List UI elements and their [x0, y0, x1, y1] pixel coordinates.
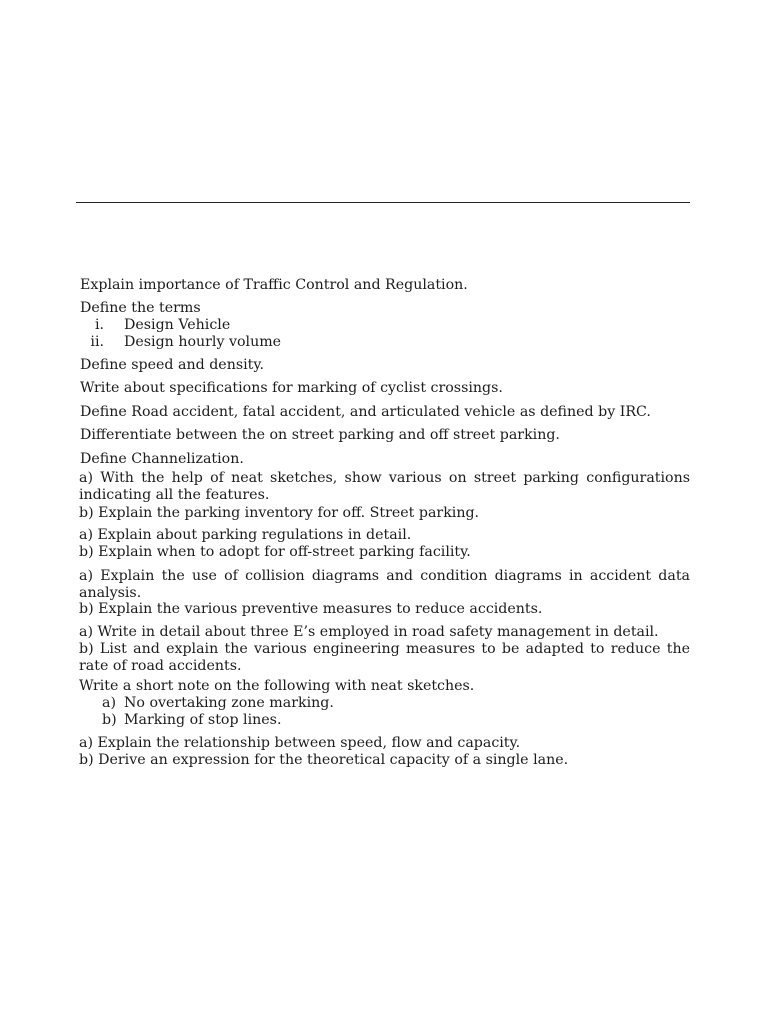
list-item: Marking of stop lines. — [124, 712, 282, 728]
list-marker: a) — [102, 695, 116, 711]
question-10-part-b: b) Explain the various preventive measures to reduce accidents. — [79, 601, 543, 617]
list-marker: i. — [94, 317, 104, 333]
question-11-part-a: a) Write in detail about three E’s employed in road safety management in detail. — [79, 624, 659, 640]
question-3: Define speed and density. — [80, 357, 264, 373]
question-9-part-a: a) Explain about parking regulations in detail. — [79, 527, 412, 543]
list-item: No overtaking zone marking. — [124, 695, 334, 711]
question-7: Define Channelization. — [80, 451, 244, 467]
list-marker: b) — [102, 712, 117, 728]
question-9-part-b: b) Explain when to adopt for off-street parking facility. — [79, 544, 471, 560]
question-8-part-a: a) With the help of neat sketches, show various on street parking configurations — [79, 470, 690, 486]
header-divider — [76, 202, 690, 203]
question-4: Write about specifications for marking of cyclist crossings. — [80, 380, 503, 396]
question-8-part-a-cont: indicating all the features. — [79, 487, 270, 503]
question-13-part-b: b) Derive an expression for the theoretical capacity of a single lane. — [79, 752, 569, 768]
question-8-part-b: b) Explain the parking inventory for off. Street parking. — [79, 505, 480, 521]
question-1: Explain importance of Traffic Control and Regulation. — [80, 277, 468, 293]
question-13-part-a: a) Explain the relationship between speed, flow and capacity. — [79, 735, 521, 751]
question-5: Define Road accident, fatal accident, and articulated vehicle as defined by IRC. — [80, 404, 651, 420]
list-item: Design hourly volume — [124, 334, 282, 350]
question-2: Define the terms — [80, 300, 201, 316]
list-marker: ii. — [90, 334, 104, 350]
question-10-part-a: a) Explain the use of collision diagrams and condition diagrams in accident data — [79, 568, 690, 584]
question-6: Differentiate between the on street parking and off street parking. — [80, 427, 560, 443]
question-11-part-b-cont: rate of road accidents. — [79, 658, 242, 674]
list-item: Design Vehicle — [124, 317, 231, 333]
question-12: Write a short note on the following with neat sketches. — [79, 678, 475, 694]
question-10-part-a-cont: analysis. — [79, 585, 142, 601]
question-11-part-b: b) List and explain the various engineering measures to be adapted to reduce the — [79, 641, 690, 657]
